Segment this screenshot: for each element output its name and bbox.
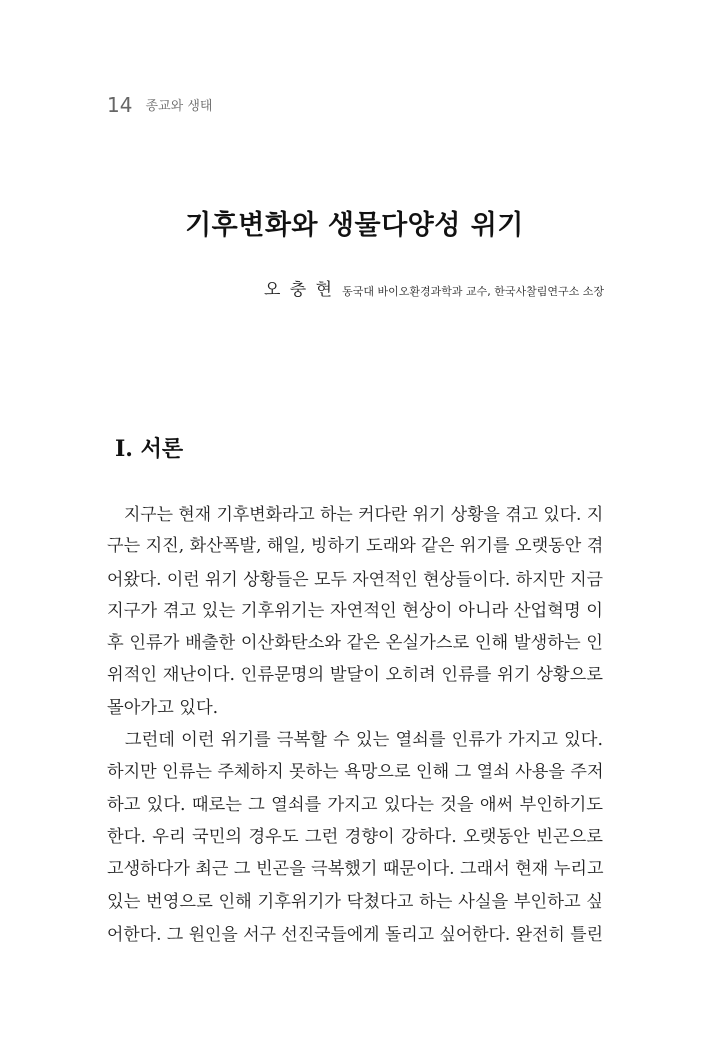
text-line: 구는 지진, 화산폭발, 해일, 빙하기 도래와 같은 위기를 오랫동안 겪 [107, 536, 604, 557]
byline [264, 275, 604, 300]
paragraph [107, 724, 603, 950]
book-title: 종교와 생태 [145, 99, 213, 114]
text-line: 있는 번영으로 인해 기후위기가 닥쳤다고 하는 사실을 부인하고 싶 [107, 891, 603, 912]
paragraph [107, 498, 603, 724]
text-line: 그런데 이런 위기를 극복할 수 있는 열쇠를 인류가 가지고 있다. [107, 730, 603, 751]
article-title: 기후변화와 생물다양성 위기 [185, 210, 524, 241]
text-line: 하지만 인류는 주체하지 못하는 욕망으로 인해 그 열쇠 사용을 주저 [107, 762, 604, 783]
text-line: 고생하다가 최근 그 빈곤을 극복했기 때문이다. 그래서 현재 누리고 [107, 859, 604, 880]
body-text [107, 498, 603, 950]
text-line: 어한다. 그 원인을 서구 선진국들에게 돌리고 싶어한다. 완전히 틀린 [107, 923, 603, 944]
text-line: 하고 있다. 때로는 그 열쇠를 가지고 있다는 것을 애써 부인하기도 [107, 794, 603, 815]
author-affiliation: 동국대 바이오환경과학과 교수, 한국사찰림연구소 소장 [342, 285, 604, 298]
page-number: 14 [107, 93, 133, 117]
text-line: 몰아가고 있다. [107, 697, 219, 718]
running-head [107, 93, 212, 117]
text-line: 지구는 현재 기후변화라고 하는 커다란 위기 상황을 겪고 있다. 지 [107, 504, 604, 524]
text-line: 한다. 우리 국민의 경우도 그런 경향이 강하다. 오랫동안 빈곤으로 [107, 826, 603, 847]
text-line: 지구가 겪고 있는 기후위기는 자연적인 현상이 아니라 산업혁명 이 [107, 600, 603, 621]
author-name: 오 충 현 [263, 280, 335, 300]
text-line: 후 인류가 배출한 이산화탄소와 같은 온실가스로 인해 발생하는 인 [107, 633, 603, 654]
text-line: 어왔다. 이런 위기 상황들은 모두 자연적인 현상들이다. 하지만 지금 [107, 568, 603, 589]
section-heading: Ⅰ. 서론 [115, 436, 184, 462]
text-line: 위적인 재난이다. 인류문명의 발달이 오히려 인류를 위기 상황으로 [107, 665, 603, 686]
